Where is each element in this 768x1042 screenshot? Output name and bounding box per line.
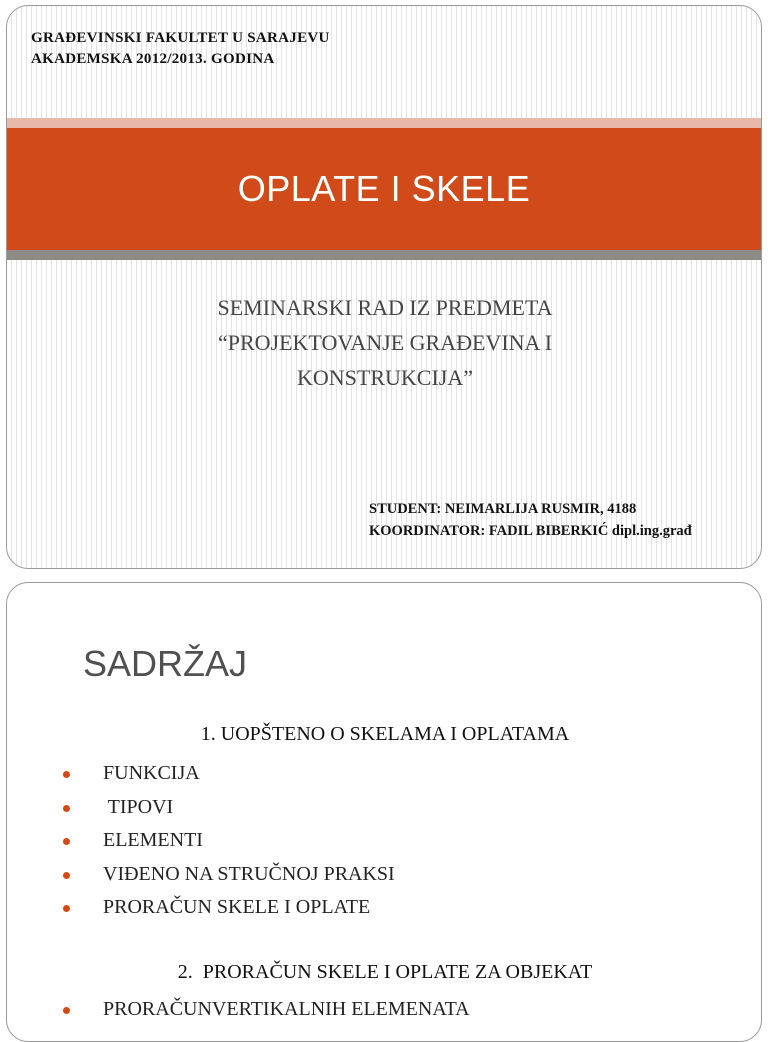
institution-line-1: GRAĐEVINSKI FAKULTET U SARAJEVU: [31, 30, 330, 46]
bullet-icon: [63, 872, 70, 879]
bullet-icon: [63, 838, 70, 845]
section-2-heading: 2. PRORAČUN SKELE I OPLATE ZA OBJEKAT: [177, 961, 593, 983]
bullet-icon: [63, 1007, 70, 1014]
list-item: [63, 858, 395, 892]
subtitle-line-1: SEMINARSKI RAD IZ PREDMETA: [217, 295, 553, 320]
list-item: [63, 993, 470, 1027]
contents-slide: [6, 582, 762, 1042]
list-item: [63, 824, 395, 858]
list-item-label: ELEMENTI: [103, 829, 203, 852]
bullet-icon: [63, 771, 70, 778]
section-2-list: [63, 993, 470, 1027]
list-item-label: PRORAČUNVERTIKALNIH ELEMENATA: [103, 998, 470, 1020]
list-item-label: PRORAČUN SKELE I OPLATE: [103, 896, 371, 919]
coordinator-line: KOORDINATOR: FADIL BIBERKIĆ dipl.ing.građ: [369, 523, 692, 539]
title-band-bottom-stripe: [7, 250, 761, 260]
author-block: [369, 498, 692, 542]
title-band-top-stripe: [7, 118, 761, 128]
list-item: [63, 791, 395, 825]
title-band: [7, 128, 761, 250]
list-item: [63, 891, 395, 925]
list-item: [63, 757, 395, 791]
list-item-label: FUNKCIJA: [103, 762, 200, 784]
student-line: STUDENT: NEIMARLIJA RUSMIR, 4188: [369, 501, 637, 517]
list-item-label: TIPOVI: [103, 795, 174, 818]
title-slide: [6, 5, 762, 569]
slide-title: OPLATE I SKELE: [237, 168, 531, 209]
bullet-icon: [63, 805, 70, 812]
section-1-heading: 1. UOPŠTENO O SKELAMA I OPLATAMA: [200, 723, 570, 745]
contents-title: SADRŽAJ: [83, 643, 248, 684]
institution-block: [31, 28, 330, 70]
subtitle-line-3: KONSTRUKCIJA”: [297, 365, 473, 390]
subtitle-line-2: “PROJEKTOVANJE GRAĐEVINA I: [217, 330, 553, 355]
section-1-list: [63, 757, 395, 925]
bullet-icon: [63, 905, 70, 912]
subtitle-block: [7, 290, 762, 395]
institution-line-2: AKADEMSKA 2012/2013. GODINA: [31, 51, 275, 67]
list-item-label: VIĐENO NA STRUČNOJ PRAKSI: [103, 862, 395, 885]
